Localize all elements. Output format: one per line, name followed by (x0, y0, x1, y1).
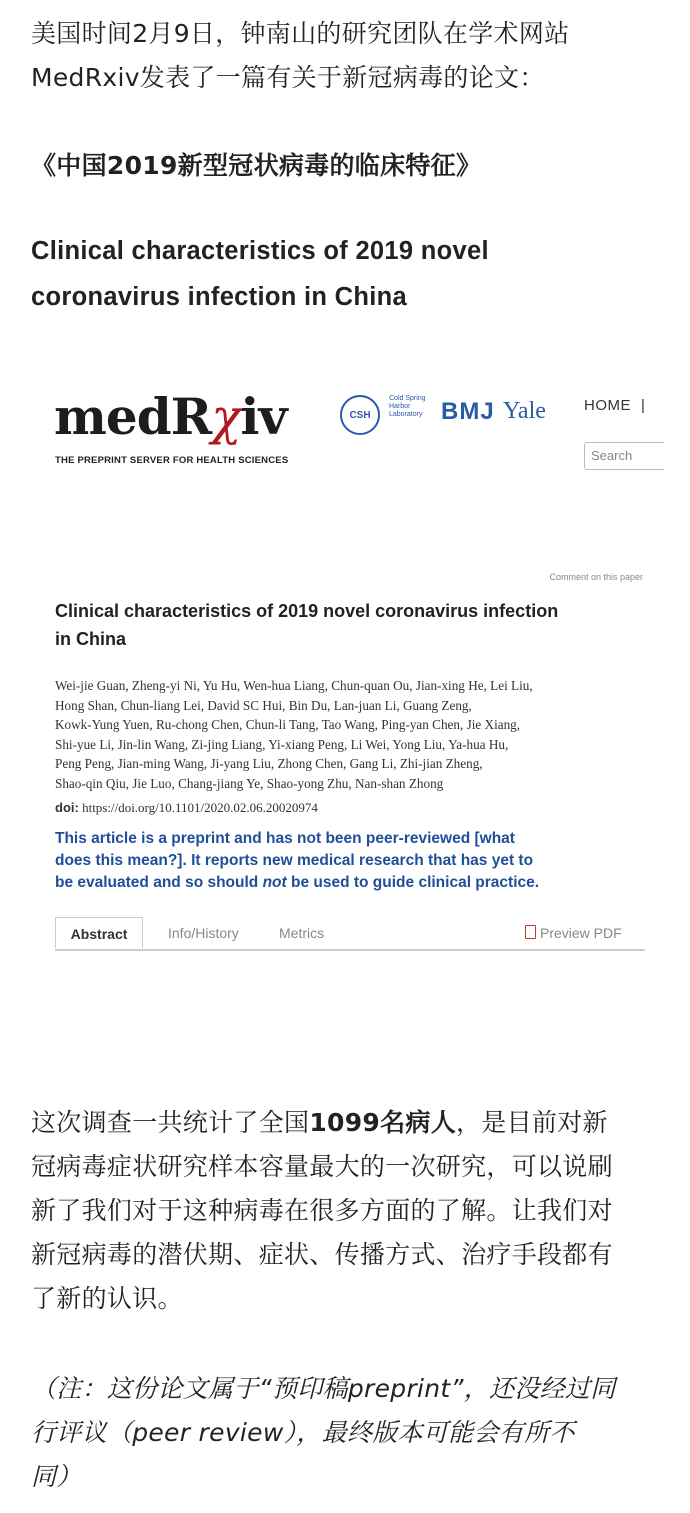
author-line: Peng Peng, Jian-ming Wang, Ji-yang Liu, Zhong Chen, Gang Li, Zhi-jian Zheng, (55, 756, 483, 772)
body-line-1a: 这次调查一共统计了全国 (31, 1108, 310, 1137)
bmj-logo: BMJ (441, 398, 495, 425)
paper-title-line-1: Clinical characteristics of 2019 novel coronavirus infection (55, 601, 559, 621)
notice-line-1: This article is a preprint and has not been peer-reviewed [what (55, 830, 515, 847)
csh-logo-icon: CSH (340, 395, 380, 435)
preview-pdf-link[interactable] (525, 917, 622, 949)
note-line-2: 行评议（peer review），最终版本可能会有所不 (31, 1418, 575, 1447)
author-list (55, 676, 645, 794)
doi-link[interactable]: https://doi.org/10.1101/2020.02.06.20020974 (82, 800, 318, 815)
notice-line-3b: not (262, 874, 287, 891)
note-line-3: 同） (31, 1462, 82, 1491)
body-line-1b: ，是目前对新 (456, 1108, 608, 1137)
doi-label: doi: (55, 800, 79, 815)
notice-line-2: does this mean?]. It reports new medical research that has yet to (55, 852, 534, 869)
intro-line-1: 美国时间2月9日，钟南山的研究团队在学术网站 (31, 19, 570, 48)
body-patient-count: 1099名病人 (309, 1108, 456, 1137)
author-line: Shao-qin Qiu, Jie Luo, Chang-jiang Ye, Shao-yong Zhu, Nan-shan Zhong (55, 775, 444, 791)
logo-tagline: THE PREPRINT SERVER FOR HEALTH SCIENCES (55, 455, 289, 466)
logo-rx: χ (211, 388, 241, 446)
medrxiv-logo (54, 387, 287, 447)
tab-info-history[interactable]: Info/History (168, 925, 239, 941)
author-line: Hong Shan, Chun-liang Lei, David SC Hui, Bin Du, Lan-juan Li, Guang Zeng, (55, 697, 472, 713)
author-line: Kowk-Yung Yuen, Ru-chong Chen, Chun-li Tang, Tao Wang, Ping-yan Chen, Jie Xiang, (55, 717, 521, 733)
body-line-4: 新冠病毒的潜伏期、症状、传播方式、治疗手段都有 (31, 1240, 613, 1269)
search-input[interactable]: Search (584, 442, 664, 470)
english-title-line-2: coronavirus infection in China (31, 283, 407, 311)
paper-tabs (55, 917, 645, 951)
author-line: Wei-jie Guan, Zheng-yi Ni, Yu Hu, Wen-hua Liang, Chun-quan Ou, Jian-xing He, Lei Liu, (55, 678, 533, 693)
csh-logo-text: Cold Spring Harbor Laboratory (389, 395, 426, 418)
author-line: Shi-yue Li, Jin-lin Wang, Zi-jing Liang, Yi-xiang Peng, Li Wei, Yong Liu, Ya-hua Hu, (55, 736, 509, 752)
body-line-2: 冠病毒症状研究样本容量最大的一次研究，可以说刷 (31, 1152, 613, 1181)
medrxiv-screenshot (0, 365, 690, 995)
nav-separator: | (641, 397, 645, 414)
intro-line-2: MedRxiv发表了一篇有关于新冠病毒的论文： (31, 63, 545, 92)
english-title-line-1: Clinical characteristics of 2019 novel (31, 237, 489, 265)
preview-pdf-label: Preview PDF (540, 925, 622, 941)
body-line-3: 新了我们对于这种病毒在很多方面的了解。让我们对 (31, 1196, 613, 1225)
body-paragraph (31, 1101, 661, 1321)
paper-title (55, 597, 645, 653)
pdf-icon (525, 925, 536, 939)
comment-link[interactable]: Comment on this paper (549, 572, 643, 582)
logo-suffix: iv (240, 387, 287, 446)
paper-title-line-2: in China (55, 629, 126, 649)
home-link[interactable]: HOME (584, 397, 631, 414)
tab-abstract[interactable]: Abstract (55, 917, 143, 949)
doi-line (55, 800, 318, 816)
notice-line-3c: be used to guide clinical practice. (286, 874, 540, 891)
note-paragraph (31, 1367, 661, 1499)
logo-prefix: medR (54, 387, 212, 446)
yale-logo: Yale (503, 398, 546, 424)
body-line-5: 了新的认识。 (31, 1284, 183, 1313)
intro-paragraph (31, 12, 661, 100)
tab-metrics[interactable]: Metrics (279, 925, 325, 941)
preprint-notice (55, 828, 650, 894)
chinese-title: 《中国2019新型冠状病毒的临床特征》 (31, 151, 482, 180)
english-title (31, 228, 661, 320)
notice-line-3a: be evaluated and so should (55, 874, 263, 891)
note-line-1: （注：这份论文属于“预印稿preprint”，还没经过同 (31, 1374, 616, 1403)
